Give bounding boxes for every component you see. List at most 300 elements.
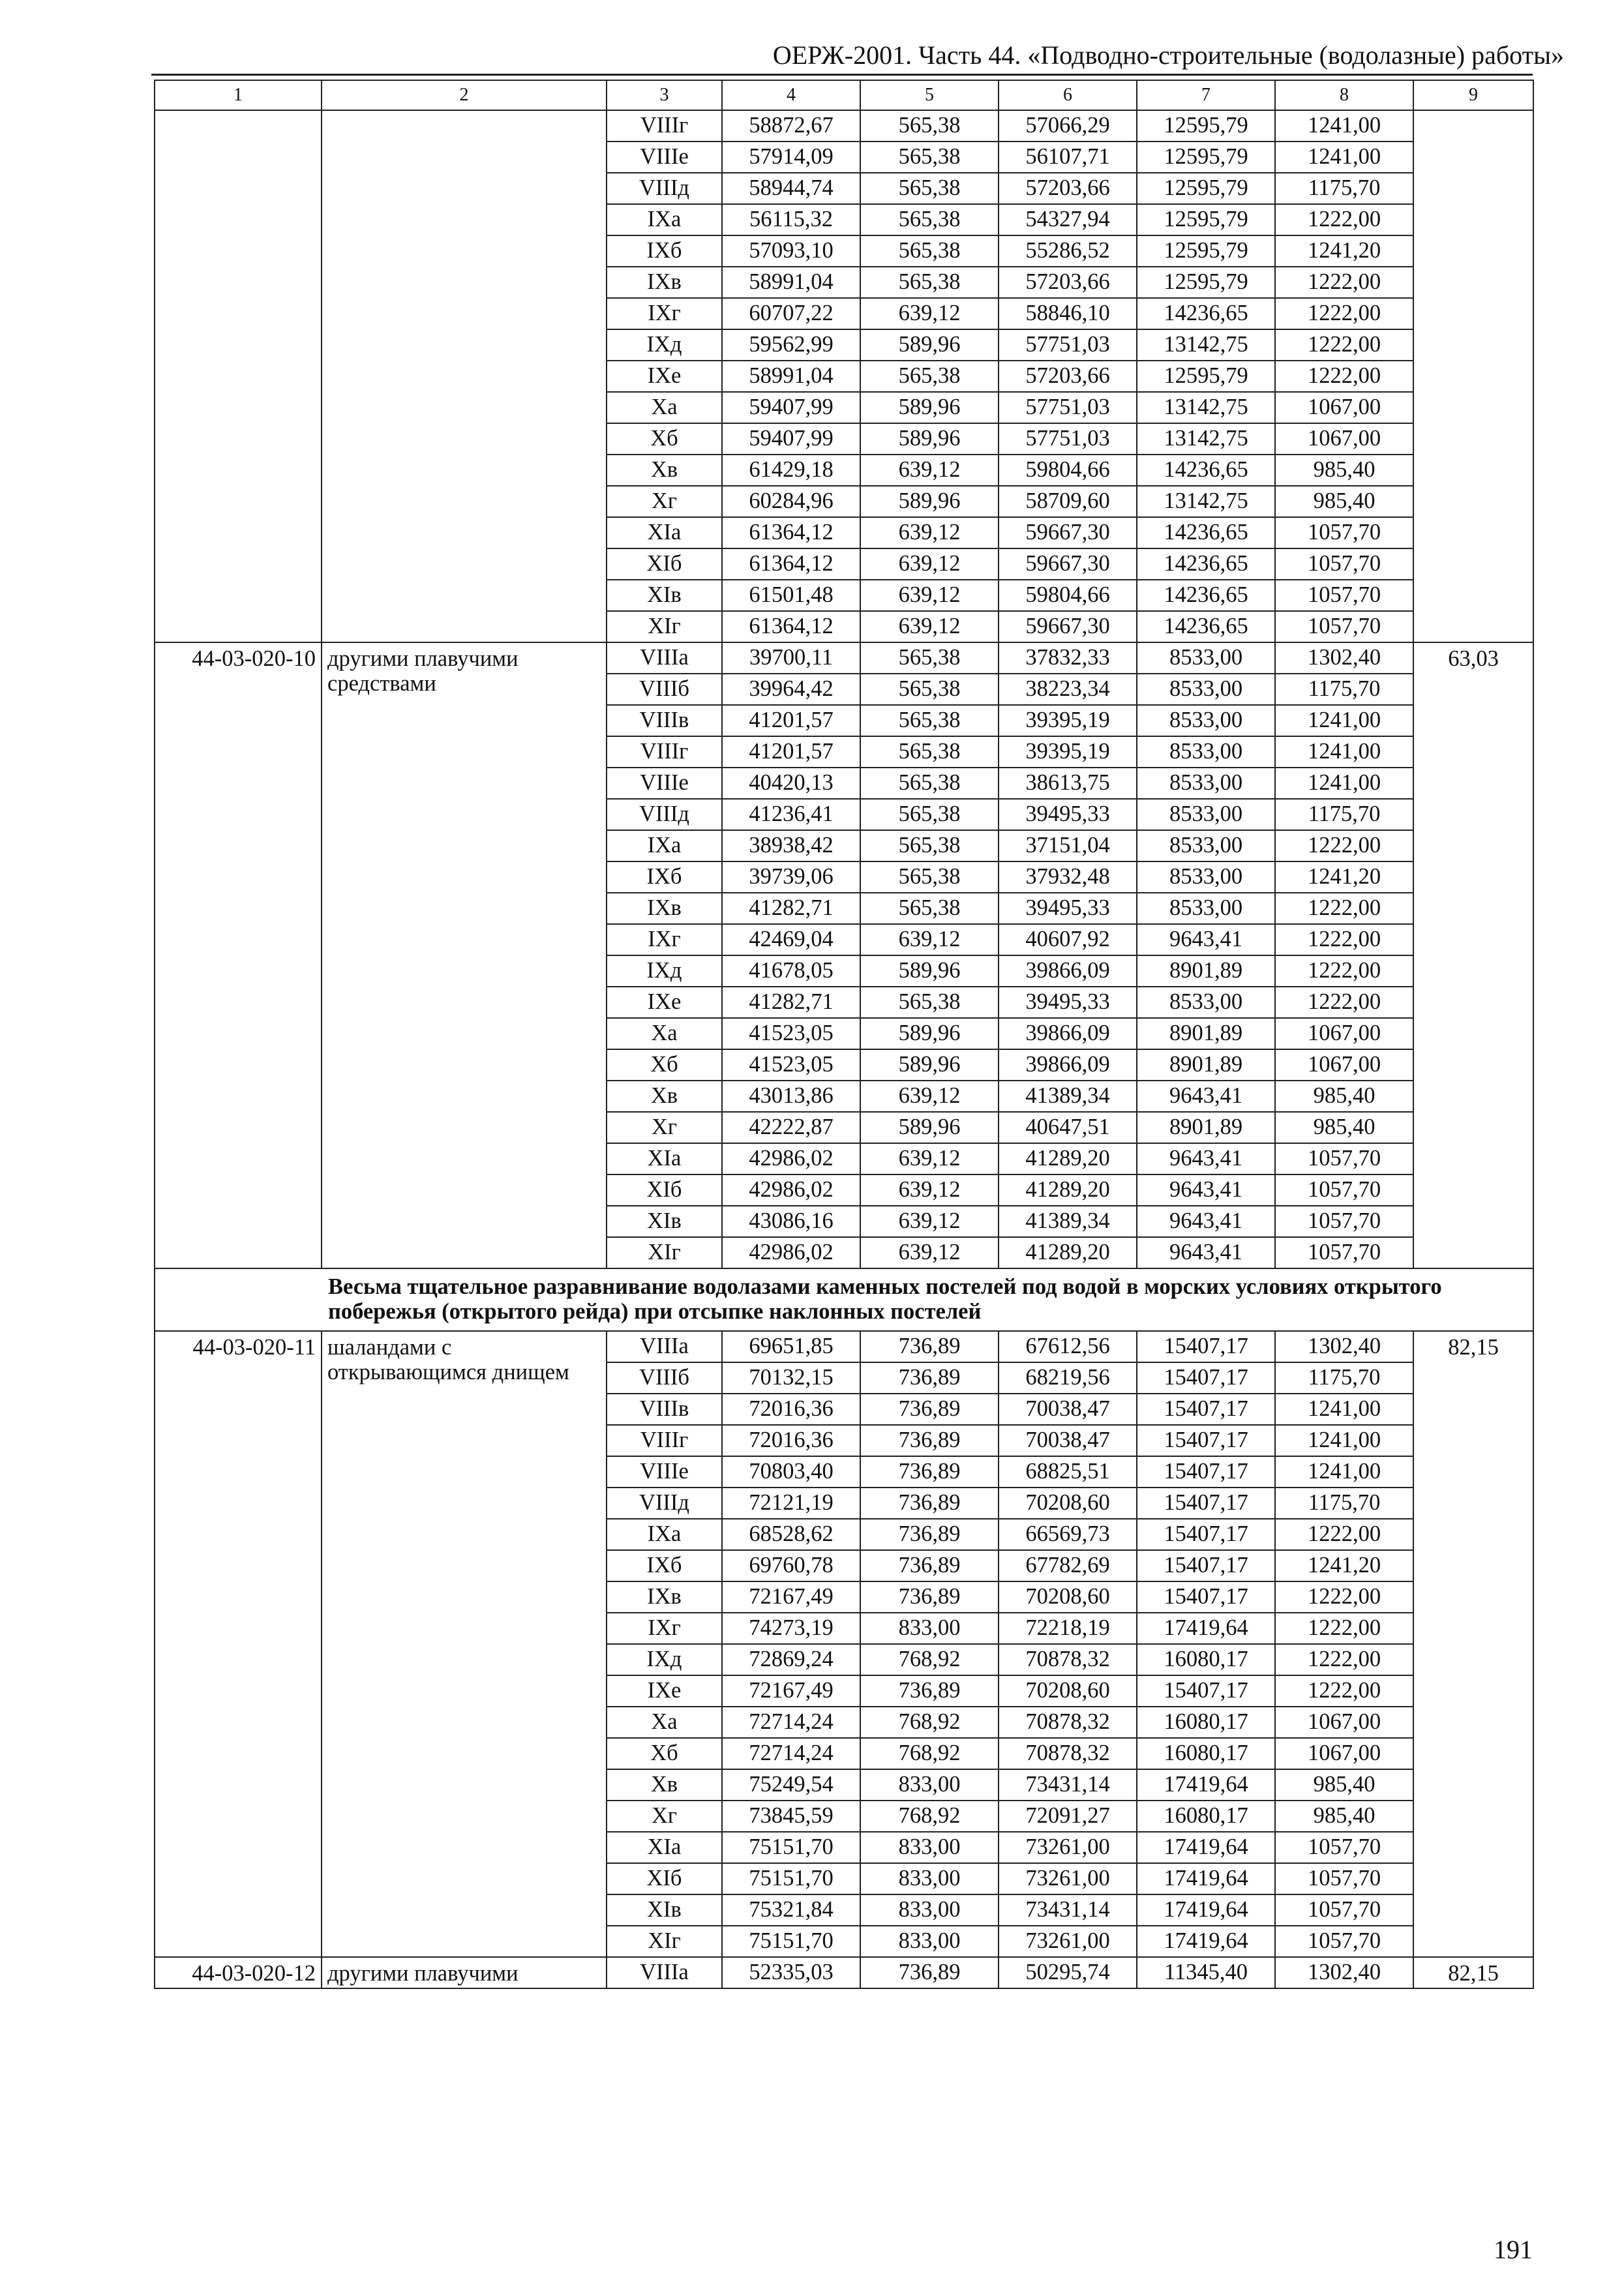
machine-cost: 38223,34	[999, 674, 1137, 705]
labor-cost: 639,12	[860, 580, 999, 611]
materials-cost: 1057,70	[1275, 1863, 1413, 1894]
rate-code: 44-03-020-10	[155, 642, 322, 1268]
machine-cost: 57203,66	[999, 173, 1137, 204]
total-cost: 60707,22	[722, 298, 860, 329]
machine-wages: 15407,17	[1137, 1394, 1275, 1425]
machine-cost: 58846,10	[999, 298, 1137, 329]
labor-cost: 736,89	[860, 1425, 999, 1456]
zone-code: VIIIб	[607, 1362, 722, 1394]
total-cost: 42986,02	[722, 1237, 860, 1268]
table-body	[155, 80, 1533, 1988]
zone-code: VIIIе	[607, 1456, 722, 1488]
labor-cost: 639,12	[860, 1143, 999, 1174]
zone-code: IXд	[607, 955, 722, 987]
machine-wages: 8901,89	[1137, 1112, 1275, 1143]
machine-cost: 37151,04	[999, 830, 1137, 861]
total-cost: 52335,03	[722, 1957, 860, 1988]
machine-wages: 13142,75	[1137, 423, 1275, 455]
machine-wages: 15407,17	[1137, 1519, 1275, 1550]
total-cost: 61364,12	[722, 611, 860, 642]
materials-cost: 1222,00	[1275, 987, 1413, 1018]
labor-cost: 565,38	[860, 173, 999, 204]
work-description	[322, 110, 607, 642]
materials-cost: 1241,20	[1275, 1550, 1413, 1581]
zone-code: VIIIв	[607, 1394, 722, 1425]
materials-cost: 1222,00	[1275, 329, 1413, 361]
zone-code: IXб	[607, 235, 722, 267]
zone-code: IXб	[607, 861, 722, 893]
zone-code: Xг	[607, 1801, 722, 1832]
zone-code: Xв	[607, 1769, 722, 1801]
zone-code: VIIIа	[607, 642, 722, 674]
materials-cost: 1222,00	[1275, 204, 1413, 235]
labor-cost: 565,38	[860, 799, 999, 830]
machine-wages: 9643,41	[1137, 1206, 1275, 1237]
column-number: 1	[155, 80, 322, 110]
total-cost: 57914,09	[722, 142, 860, 173]
machine-cost: 50295,74	[999, 1957, 1137, 1988]
machine-wages: 9643,41	[1137, 1237, 1275, 1268]
machine-wages: 14236,65	[1137, 611, 1275, 642]
machine-wages: 8533,00	[1137, 861, 1275, 893]
labor-cost: 639,12	[860, 548, 999, 580]
materials-cost: 985,40	[1275, 486, 1413, 517]
materials-cost: 1057,70	[1275, 1174, 1413, 1206]
rates-table	[154, 80, 1534, 1989]
zone-code: Xг	[607, 486, 722, 517]
labor-cost: 833,00	[860, 1832, 999, 1863]
machine-cost: 39395,19	[999, 736, 1137, 768]
zone-code: IXе	[607, 1675, 722, 1707]
machine-wages: 11345,40	[1137, 1957, 1275, 1988]
machine-wages: 8533,00	[1137, 768, 1275, 799]
total-cost: 38938,42	[722, 830, 860, 861]
machine-cost: 59667,30	[999, 611, 1137, 642]
total-cost: 43086,16	[722, 1206, 860, 1237]
table-row	[155, 642, 1533, 674]
zone-code: IXв	[607, 893, 722, 924]
materials-cost: 1241,00	[1275, 705, 1413, 736]
zone-code: XIг	[607, 611, 722, 642]
machine-cost: 39495,33	[999, 893, 1137, 924]
column-number: 4	[722, 80, 860, 110]
labor-cost: 589,96	[860, 1112, 999, 1143]
machine-wages: 8901,89	[1137, 1049, 1275, 1081]
labor-cost: 639,12	[860, 1237, 999, 1268]
materials-cost: 1067,00	[1275, 1738, 1413, 1769]
materials-cost: 1302,40	[1275, 1331, 1413, 1362]
labor-cost: 565,38	[860, 110, 999, 142]
total-cost: 75321,84	[722, 1894, 860, 1926]
total-cost: 75249,54	[722, 1769, 860, 1801]
total-cost: 59407,99	[722, 392, 860, 423]
zone-code: VIIIг	[607, 736, 722, 768]
zone-code: Xв	[607, 1081, 722, 1112]
labor-cost: 736,89	[860, 1550, 999, 1581]
machine-wages: 9643,41	[1137, 1143, 1275, 1174]
machine-cost: 40607,92	[999, 924, 1137, 955]
labor-cost: 565,38	[860, 736, 999, 768]
total-cost: 69760,78	[722, 1550, 860, 1581]
work-description: шаландами с открывающимся днищем	[322, 1331, 607, 1957]
machine-wages: 12595,79	[1137, 267, 1275, 298]
total-cost: 61364,12	[722, 548, 860, 580]
rate-code	[155, 110, 322, 642]
materials-cost: 1222,00	[1275, 924, 1413, 955]
machine-cost: 70878,32	[999, 1644, 1137, 1675]
zone-code: XIа	[607, 1143, 722, 1174]
labor-hours	[1413, 110, 1533, 642]
machine-wages: 17419,64	[1137, 1613, 1275, 1644]
machine-wages: 15407,17	[1137, 1488, 1275, 1519]
total-cost: 72167,49	[722, 1581, 860, 1613]
materials-cost: 985,40	[1275, 1112, 1413, 1143]
machine-cost: 59667,30	[999, 517, 1137, 548]
total-cost: 43013,86	[722, 1081, 860, 1112]
zone-code: VIIIб	[607, 674, 722, 705]
zone-code: IXг	[607, 298, 722, 329]
total-cost: 69651,85	[722, 1331, 860, 1362]
zone-code: IXв	[607, 1581, 722, 1613]
table-row	[155, 1957, 1533, 1988]
machine-wages: 14236,65	[1137, 580, 1275, 611]
materials-cost: 1057,70	[1275, 1926, 1413, 1957]
materials-cost: 1222,00	[1275, 1613, 1413, 1644]
total-cost: 39964,42	[722, 674, 860, 705]
machine-cost: 39495,33	[999, 987, 1137, 1018]
machine-cost: 57751,03	[999, 423, 1137, 455]
materials-cost: 1057,70	[1275, 517, 1413, 548]
machine-wages: 8533,00	[1137, 642, 1275, 674]
total-cost: 39739,06	[722, 861, 860, 893]
total-cost: 75151,70	[722, 1863, 860, 1894]
machine-cost: 70208,60	[999, 1488, 1137, 1519]
machine-cost: 55286,52	[999, 235, 1137, 267]
materials-cost: 1222,00	[1275, 893, 1413, 924]
machine-cost: 70878,32	[999, 1738, 1137, 1769]
column-number: 3	[607, 80, 722, 110]
machine-cost: 73431,14	[999, 1894, 1137, 1926]
zone-code: IXд	[607, 1644, 722, 1675]
zone-code: IXа	[607, 204, 722, 235]
materials-cost: 1057,70	[1275, 548, 1413, 580]
total-cost: 68528,62	[722, 1519, 860, 1550]
labor-hours: 82,15	[1413, 1331, 1533, 1957]
labor-cost: 736,89	[860, 1456, 999, 1488]
labor-cost: 565,38	[860, 204, 999, 235]
machine-cost: 67782,69	[999, 1550, 1137, 1581]
materials-cost: 1057,70	[1275, 1206, 1413, 1237]
total-cost: 61501,48	[722, 580, 860, 611]
machine-cost: 70878,32	[999, 1707, 1137, 1738]
total-cost: 60284,96	[722, 486, 860, 517]
labor-cost: 565,38	[860, 705, 999, 736]
labor-cost: 833,00	[860, 1894, 999, 1926]
labor-cost: 639,12	[860, 455, 999, 486]
total-cost: 72714,24	[722, 1738, 860, 1769]
zone-code: XIб	[607, 1174, 722, 1206]
zone-code: Xа	[607, 392, 722, 423]
machine-wages: 17419,64	[1137, 1926, 1275, 1957]
machine-wages: 14236,65	[1137, 455, 1275, 486]
materials-cost: 1175,70	[1275, 1488, 1413, 1519]
labor-cost: 565,38	[860, 987, 999, 1018]
column-number: 6	[999, 80, 1137, 110]
machine-wages: 17419,64	[1137, 1832, 1275, 1863]
total-cost: 61364,12	[722, 517, 860, 548]
total-cost: 41201,57	[722, 736, 860, 768]
machine-cost: 73261,00	[999, 1832, 1137, 1863]
total-cost: 58944,74	[722, 173, 860, 204]
rate-code: 44-03-020-12	[155, 1957, 322, 1988]
machine-wages: 14236,65	[1137, 548, 1275, 580]
materials-cost: 1302,40	[1275, 1957, 1413, 1988]
total-cost: 41236,41	[722, 799, 860, 830]
machine-wages: 9643,41	[1137, 1081, 1275, 1112]
zone-code: IXг	[607, 1613, 722, 1644]
zone-code: XIг	[607, 1926, 722, 1957]
zone-code: IXв	[607, 267, 722, 298]
zone-code: XIб	[607, 548, 722, 580]
total-cost: 40420,13	[722, 768, 860, 799]
materials-cost: 1241,20	[1275, 861, 1413, 893]
zone-code: XIб	[607, 1863, 722, 1894]
machine-cost: 39395,19	[999, 705, 1137, 736]
zone-code: Xа	[607, 1707, 722, 1738]
zone-code: Xб	[607, 423, 722, 455]
machine-cost: 73261,00	[999, 1863, 1137, 1894]
total-cost: 72869,24	[722, 1644, 860, 1675]
total-cost: 41678,05	[722, 955, 860, 987]
column-number: 5	[860, 80, 999, 110]
zone-code: XIа	[607, 517, 722, 548]
machine-cost: 38613,75	[999, 768, 1137, 799]
machine-cost: 70038,47	[999, 1394, 1137, 1425]
machine-wages: 8901,89	[1137, 1018, 1275, 1049]
total-cost: 73845,59	[722, 1801, 860, 1832]
machine-cost: 41289,20	[999, 1174, 1137, 1206]
zone-code: Xв	[607, 455, 722, 486]
zone-code: IXд	[607, 329, 722, 361]
machine-cost: 57203,66	[999, 267, 1137, 298]
materials-cost: 1302,40	[1275, 642, 1413, 674]
labor-hours: 63,03	[1413, 642, 1533, 1268]
labor-cost: 768,92	[860, 1644, 999, 1675]
labor-cost: 736,89	[860, 1331, 999, 1362]
machine-cost: 57751,03	[999, 392, 1137, 423]
machine-cost: 57066,29	[999, 110, 1137, 142]
labor-cost: 565,38	[860, 674, 999, 705]
materials-cost: 1241,20	[1275, 235, 1413, 267]
labor-cost: 736,89	[860, 1581, 999, 1613]
materials-cost: 1057,70	[1275, 580, 1413, 611]
column-number: 7	[1137, 80, 1275, 110]
labor-cost: 565,38	[860, 861, 999, 893]
machine-cost: 72218,19	[999, 1613, 1137, 1644]
zone-code: VIIIе	[607, 142, 722, 173]
machine-cost: 37832,33	[999, 642, 1137, 674]
machine-cost: 39866,09	[999, 955, 1137, 987]
labor-cost: 639,12	[860, 1206, 999, 1237]
total-cost: 72714,24	[722, 1707, 860, 1738]
zone-code: Xг	[607, 1112, 722, 1143]
zone-code: IXб	[607, 1550, 722, 1581]
total-cost: 42469,04	[722, 924, 860, 955]
labor-cost: 736,89	[860, 1957, 999, 1988]
materials-cost: 1175,70	[1275, 799, 1413, 830]
labor-cost: 833,00	[860, 1613, 999, 1644]
zone-code: VIIIв	[607, 705, 722, 736]
labor-cost: 589,96	[860, 1018, 999, 1049]
machine-wages: 8533,00	[1137, 830, 1275, 861]
materials-cost: 1241,00	[1275, 110, 1413, 142]
total-cost: 75151,70	[722, 1926, 860, 1957]
machine-wages: 12595,79	[1137, 204, 1275, 235]
machine-wages: 15407,17	[1137, 1675, 1275, 1707]
zone-code: VIIIд	[607, 173, 722, 204]
materials-cost: 1057,70	[1275, 1832, 1413, 1863]
machine-wages: 8533,00	[1137, 705, 1275, 736]
machine-cost: 41389,34	[999, 1206, 1137, 1237]
zone-code: IXа	[607, 830, 722, 861]
machine-cost: 70208,60	[999, 1675, 1137, 1707]
work-description: другими плавучими	[322, 1957, 607, 1988]
total-cost: 42986,02	[722, 1174, 860, 1206]
materials-cost: 1067,00	[1275, 423, 1413, 455]
machine-wages: 16080,17	[1137, 1707, 1275, 1738]
machine-wages: 15407,17	[1137, 1550, 1275, 1581]
zone-code: IXа	[607, 1519, 722, 1550]
total-cost: 56115,32	[722, 204, 860, 235]
machine-wages: 8901,89	[1137, 955, 1275, 987]
materials-cost: 1057,70	[1275, 1237, 1413, 1268]
materials-cost: 1222,00	[1275, 267, 1413, 298]
machine-cost: 39495,33	[999, 799, 1137, 830]
total-cost: 58991,04	[722, 267, 860, 298]
zone-code: IXе	[607, 361, 722, 392]
labor-cost: 768,92	[860, 1738, 999, 1769]
machine-wages: 17419,64	[1137, 1769, 1275, 1801]
materials-cost: 985,40	[1275, 1769, 1413, 1801]
zone-code: Xа	[607, 1018, 722, 1049]
labor-cost: 565,38	[860, 142, 999, 173]
total-cost: 72016,36	[722, 1425, 860, 1456]
zone-code: XIв	[607, 1206, 722, 1237]
materials-cost: 1222,00	[1275, 1675, 1413, 1707]
labor-hours: 82,15	[1413, 1957, 1533, 1988]
section-heading-row	[155, 1268, 1533, 1331]
zone-code: IXе	[607, 987, 722, 1018]
machine-cost: 40647,51	[999, 1112, 1137, 1143]
page-number: 191	[1494, 2235, 1533, 2264]
labor-cost: 565,38	[860, 768, 999, 799]
total-cost: 59562,99	[722, 329, 860, 361]
materials-cost: 1222,00	[1275, 1581, 1413, 1613]
machine-cost: 57203,66	[999, 361, 1137, 392]
labor-cost: 736,89	[860, 1488, 999, 1519]
materials-cost: 1241,00	[1275, 736, 1413, 768]
machine-wages: 12595,79	[1137, 142, 1275, 173]
labor-cost: 639,12	[860, 517, 999, 548]
work-description: другими плавучими средствами	[322, 642, 607, 1268]
materials-cost: 985,40	[1275, 455, 1413, 486]
machine-wages: 15407,17	[1137, 1581, 1275, 1613]
machine-wages: 12595,79	[1137, 173, 1275, 204]
labor-cost: 639,12	[860, 1174, 999, 1206]
machine-cost: 41289,20	[999, 1237, 1137, 1268]
zone-code: VIIIг	[607, 1425, 722, 1456]
machine-wages: 16080,17	[1137, 1738, 1275, 1769]
total-cost: 61429,18	[722, 455, 860, 486]
total-cost: 41201,57	[722, 705, 860, 736]
machine-wages: 15407,17	[1137, 1425, 1275, 1456]
materials-cost: 1241,00	[1275, 1456, 1413, 1488]
total-cost: 41282,71	[722, 987, 860, 1018]
machine-wages: 12595,79	[1137, 235, 1275, 267]
machine-cost: 72091,27	[999, 1801, 1137, 1832]
materials-cost: 1067,00	[1275, 392, 1413, 423]
labor-cost: 565,38	[860, 893, 999, 924]
total-cost: 58872,67	[722, 110, 860, 142]
total-cost: 72167,49	[722, 1675, 860, 1707]
labor-cost: 589,96	[860, 486, 999, 517]
total-cost: 70132,15	[722, 1362, 860, 1394]
machine-wages: 16080,17	[1137, 1801, 1275, 1832]
labor-cost: 639,12	[860, 611, 999, 642]
machine-wages: 15407,17	[1137, 1362, 1275, 1394]
materials-cost: 1175,70	[1275, 674, 1413, 705]
total-cost: 57093,10	[722, 235, 860, 267]
rate-code: 44-03-020-11	[155, 1331, 322, 1957]
machine-wages: 8533,00	[1137, 893, 1275, 924]
total-cost: 72121,19	[722, 1488, 860, 1519]
materials-cost: 1222,00	[1275, 1519, 1413, 1550]
materials-cost: 1067,00	[1275, 1018, 1413, 1049]
total-cost: 74273,19	[722, 1613, 860, 1644]
machine-cost: 41389,34	[999, 1081, 1137, 1112]
machine-wages: 15407,17	[1137, 1331, 1275, 1362]
machine-wages: 17419,64	[1137, 1894, 1275, 1926]
labor-cost: 768,92	[860, 1707, 999, 1738]
zone-code: VIIIа	[607, 1331, 722, 1362]
materials-cost: 985,40	[1275, 1801, 1413, 1832]
machine-cost: 68825,51	[999, 1456, 1137, 1488]
column-number: 9	[1413, 80, 1533, 110]
machine-wages: 13142,75	[1137, 329, 1275, 361]
total-cost: 75151,70	[722, 1832, 860, 1863]
machine-cost: 59667,30	[999, 548, 1137, 580]
machine-wages: 17419,64	[1137, 1863, 1275, 1894]
labor-cost: 639,12	[860, 298, 999, 329]
machine-cost: 59804,66	[999, 455, 1137, 486]
header-rule	[151, 74, 1533, 76]
materials-cost: 1057,70	[1275, 1894, 1413, 1926]
zone-code: XIг	[607, 1237, 722, 1268]
total-cost: 58991,04	[722, 361, 860, 392]
total-cost: 42986,02	[722, 1143, 860, 1174]
table-row	[155, 110, 1533, 142]
zone-code: Xб	[607, 1049, 722, 1081]
total-cost: 70803,40	[722, 1456, 860, 1488]
machine-cost: 73431,14	[999, 1769, 1137, 1801]
machine-wages: 9643,41	[1137, 924, 1275, 955]
machine-cost: 39866,09	[999, 1018, 1137, 1049]
machine-cost: 58709,60	[999, 486, 1137, 517]
column-number: 2	[322, 80, 607, 110]
zone-code: XIв	[607, 1894, 722, 1926]
labor-cost: 565,38	[860, 361, 999, 392]
materials-cost: 1175,70	[1275, 1362, 1413, 1394]
